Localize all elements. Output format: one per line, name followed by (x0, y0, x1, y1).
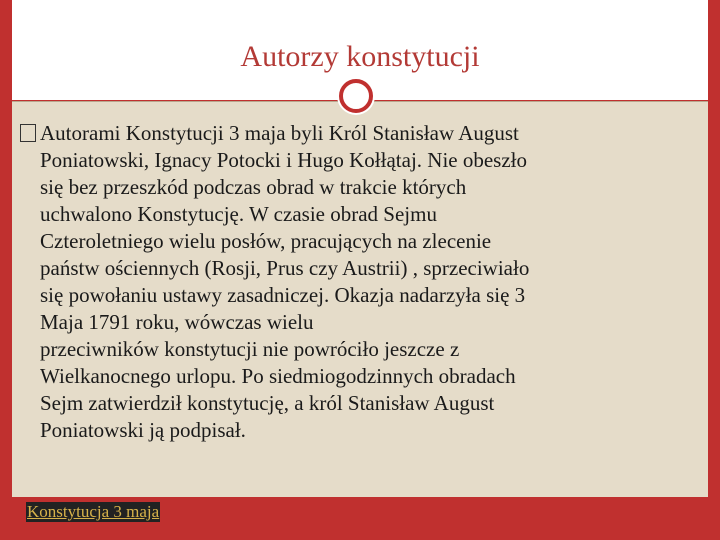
body-line: uchwalono Konstytucję. W czasie obrad Sejmu (40, 202, 437, 226)
body-line: Czteroletniego wielu posłów, pracujących na zlecenie (40, 229, 492, 253)
body-line: Maja 1791 roku, wówczas wielu (40, 310, 314, 334)
body-line: się bez przeszkód podczas obrad w trakcie których (40, 175, 467, 199)
body-line: się powołaniu ustawy zasadniczej. Okazja nadarzyła się 3 (40, 283, 526, 307)
body-paragraph (40, 120, 700, 444)
circle-ornament-icon (339, 79, 373, 113)
body-line: przeciwników konstytucji nie powróciło jeszcze z (40, 337, 460, 361)
body-line: państw ościennych (Rosji, Prus czy Austrii) , sprzeciwiało (40, 256, 530, 280)
body-line: Autorami Konstytucji 3 maja byli Król Stanisław August (40, 121, 519, 145)
body-line: Poniatowski ją podpisał. (40, 418, 246, 442)
slide-title: Autorzy konstytucji (240, 40, 480, 73)
body-line: Wielkanocnego urlopu. Po siedmiogodzinnych obradach (40, 364, 516, 388)
bullet-icon (20, 124, 36, 142)
body-line: Sejm zatwierdził konstytucję, a król Stanisław August (40, 391, 495, 415)
body-line: Poniatowski, Ignacy Potocki i Hugo Kołłątaj. Nie obeszło (40, 148, 528, 172)
konstytucja-link[interactable]: Konstytucja 3 maja (27, 502, 160, 521)
